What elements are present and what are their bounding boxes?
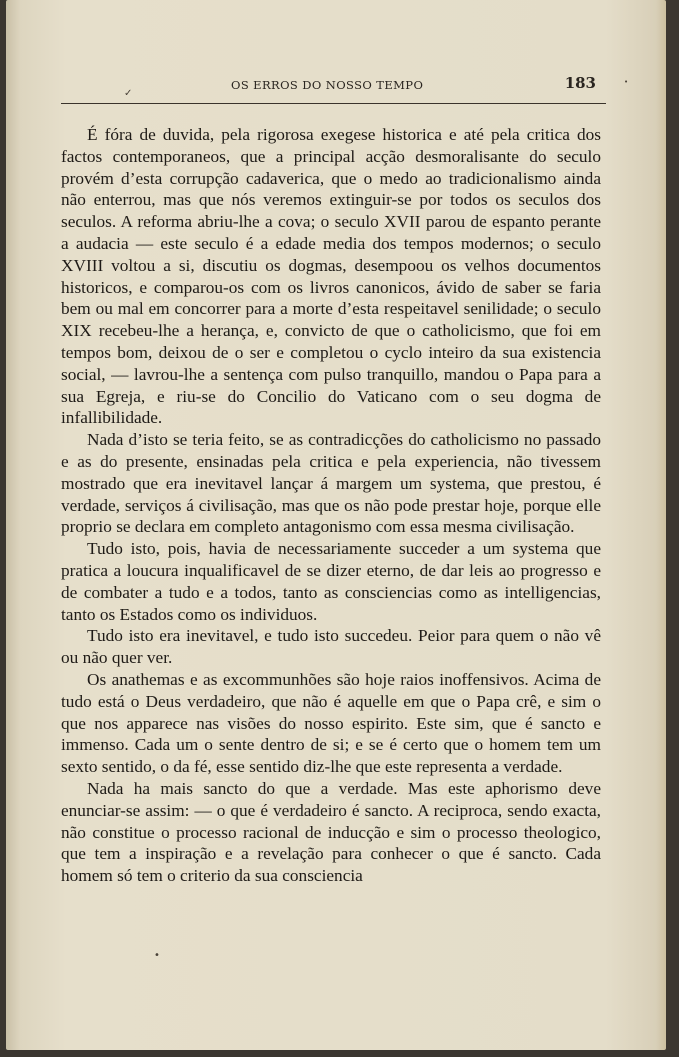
paragraph-4: Tudo isto era inevitavel, e tudo isto succedeu. Peior para quem o não vê ou não quer ver. — [61, 626, 601, 668]
ink-speck-mark: ✓ — [124, 88, 133, 99]
page-number: 183 — [564, 74, 596, 92]
page-header — [61, 72, 606, 98]
book-page — [6, 0, 666, 1050]
paragraph-1: É fóra de duvida, pela rigorosa exegese historica e até pela critica dos factos contemporaneos, que a principal acção desmoralisante do seculo provém d’esta corrupção cadaverica, que o medo ao tradicionalismo ainda não enterrou, mas que nós veremos extinguir-se por todos os seculos dos seculos. A reforma abriu-lhe a cova; o seculo XVII parou de espanto perante a audacia — este seculo é a edade media dos tempos modernos; o seculo XVIII voltou a si, discutiu os dogmas, desempoou os velhos documentos historicos, e comparou-os com os livros canonicos, ávido de saber se faria bem ou mal em concorrer para a morte d’esta respeitavel senilidade; o seculo XIX recebeu-lhe a herança, e, convicto de que o catholicismo, que foi em tempos bom, deixou de o ser e completou o cyclo inteiro da sua existencia social, — lavrou-lhe a sentença com pulso tranquillo, mandou o Papa para a sua Egreja, e riu-se do Concilio do Vaticano com o seu dogma de infallibilidade. — [61, 125, 601, 428]
ink-dot-mark: • — [624, 78, 629, 86]
paragraph-5: Os anathemas e as excommunhões são hoje raios inoffensivos. Acima de tudo está o Deus verdadeiro, que não é aquelle em que o Papa crê, e sim o que nos apparece nas visões do nosso espirito. Este sim, que é sancto e immenso. Cada um o sente dentro de si; e se é certo que o homem tem um sexto sentido, o da fé, esse sentido diz-lhe que este representa a verdade. — [61, 669, 601, 777]
ink-dot-mark: • — [154, 950, 160, 961]
paragraph-6: Nada ha mais sancto do que a verdade. Mas este aphorismo deve enunciar-se assim: — o que é verdadeiro é sancto. A reciproca, sendo exacta, não constitue o processo racional de inducção e sim o processo theologico, que tem a inspiração e a revelação para conhecer o que é sancto. Cada homem só tem o criterio da sua consciencia — [61, 778, 601, 886]
body-text — [61, 124, 601, 887]
running-title: OS ERROS DO NOSSO TEMPO — [231, 78, 424, 92]
paragraph-3: Tudo isto, pois, havia de necessariamente succeder a um systema que pratica a loucura inqualificavel de se dizer eterno, de dar leis ao progresso e de combater a tudo e a todos, tanto as consciencias como as intelligencias, tanto os Estados como os individuos. — [61, 539, 601, 624]
paragraph-2: Nada d’isto se teria feito, se as contradicções do catholicismo no passado e as do presente, ensinadas pela critica e pela experiencia, não tivessem mostrado que era inevitavel lançar á margem um systema, que prestou, é verdade, serviços á civilisação, mas que os não pode prestar hoje, porque elle proprio se declara em completo antagonismo com essa mesma civilisação. — [61, 430, 601, 537]
header-rule — [61, 103, 606, 104]
